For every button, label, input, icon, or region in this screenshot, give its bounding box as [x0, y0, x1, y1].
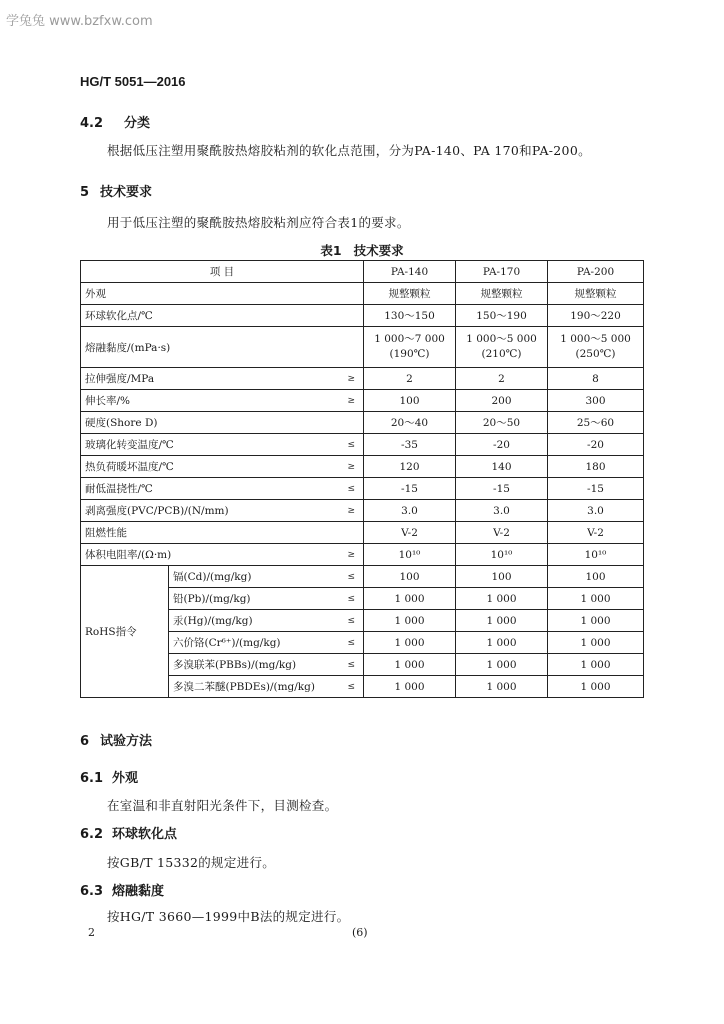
section-4-2-text: 根据低压注塑用聚酰胺热熔胶粘剂的软化点范围，分为PA-140、PA 170和PA-200。	[107, 143, 591, 158]
row-item: 汞(Hg)/(mg/kg) ≤	[169, 610, 364, 632]
section-number: 5	[80, 185, 90, 200]
section-5-heading	[80, 181, 152, 200]
section-6-3-text: 按HG/T 3660—1999中B法的规定进行。	[107, 909, 350, 924]
section-title: 外观	[112, 771, 139, 786]
row-item: 玻璃化转变温度/℃ ≤	[81, 434, 364, 456]
cell-pa200: 180	[548, 456, 644, 478]
cell-pa140: -35	[364, 434, 456, 456]
cell-pa200: 10¹⁰	[548, 544, 644, 566]
cell-pa140: 100	[364, 566, 456, 588]
cell-pa140: 1 000	[364, 610, 456, 632]
row-item: 多溴二苯醚(PBDEs)/(mg/kg) ≤	[169, 676, 364, 698]
cell-pa200: 1 000	[548, 676, 644, 698]
cell-pa200: 规整颗粒	[548, 283, 644, 305]
cell-pa200: 300	[548, 390, 644, 412]
cell-pa140: 120	[364, 456, 456, 478]
operator: ≤	[347, 593, 355, 604]
operator: ≤	[347, 439, 355, 450]
cell-pa170: 10¹⁰	[456, 544, 548, 566]
cell-pa170: 1 000～5 000 (210℃)	[456, 327, 548, 368]
row-item: 镉(Cd)/(mg/kg) ≤	[169, 566, 364, 588]
operator: ≤	[347, 681, 355, 692]
row-item: 熔融黏度/(mPa·s)	[81, 327, 364, 368]
cell-pa140: 100	[364, 390, 456, 412]
header-pa140: PA-140	[364, 261, 456, 283]
operator: ≤	[347, 483, 355, 494]
table-row	[81, 500, 644, 522]
cell-pa170: 140	[456, 456, 548, 478]
cell-pa170: 20～50	[456, 412, 548, 434]
cell-pa170: -20	[456, 434, 548, 456]
cell-pa170: 1 000	[456, 610, 548, 632]
table-row	[81, 478, 644, 500]
cell-pa140: 1 000～7 000 (190℃)	[364, 327, 456, 368]
header-pa170: PA-170	[456, 261, 548, 283]
technical-requirements-table	[80, 260, 644, 698]
operator: ≤	[347, 659, 355, 670]
section-title: 环球软化点	[112, 827, 178, 842]
cell-pa170: 200	[456, 390, 548, 412]
operator: ≤	[347, 637, 355, 648]
row-item: 体积电阻率/(Ω·m) ≥	[81, 544, 364, 566]
row-item: 环球软化点/℃	[81, 305, 364, 327]
cell-pa170: V-2	[456, 522, 548, 544]
operator: ≥	[347, 461, 355, 472]
section-6-2-text: 按GB/T 15332的规定进行。	[107, 855, 276, 870]
table-caption	[0, 241, 724, 259]
row-item: 耐低温挠性/℃ ≤	[81, 478, 364, 500]
cell-pa140: 1 000	[364, 632, 456, 654]
table-row	[81, 434, 644, 456]
section-6-3-heading	[80, 880, 164, 899]
cell-pa170: 150～190	[456, 305, 548, 327]
row-item: 伸长率/% ≥	[81, 390, 364, 412]
cell-pa140: 10¹⁰	[364, 544, 456, 566]
watermark: 学兔兔 www.bzfxw.com	[6, 14, 153, 29]
header-item: 项 目	[81, 261, 364, 283]
cell-pa200: 1 000	[548, 588, 644, 610]
cell-pa200: V-2	[548, 522, 644, 544]
section-number: 4.2	[80, 116, 104, 131]
cell-pa200: 190～220	[548, 305, 644, 327]
cell-pa140: 规整颗粒	[364, 283, 456, 305]
cell-pa170: 1 000	[456, 676, 548, 698]
cell-pa200: 1 000～5 000 (250℃)	[548, 327, 644, 368]
cell-pa170: 100	[456, 566, 548, 588]
section-title: 熔融黏度	[112, 884, 165, 899]
operator: ≥	[347, 505, 355, 516]
cell-pa200: -15	[548, 478, 644, 500]
cell-pa200: -20	[548, 434, 644, 456]
rohs-group-label: RoHS指令	[81, 566, 169, 698]
table-row	[81, 412, 644, 434]
operator: ≤	[347, 571, 355, 582]
table-caption-label: 表1	[320, 243, 342, 258]
table-row	[81, 327, 644, 368]
table-row	[81, 368, 644, 390]
cell-pa200: 100	[548, 566, 644, 588]
operator: ≥	[347, 395, 355, 406]
operator: ≥	[347, 549, 355, 560]
section-number: 6.1	[80, 771, 104, 786]
cell-pa140: -15	[364, 478, 456, 500]
cell-pa140: 2	[364, 368, 456, 390]
table-row	[81, 566, 644, 588]
row-item: 热负荷暖坏温度/℃ ≥	[81, 456, 364, 478]
row-item: 六价铬(Cr⁶⁺)/(mg/kg) ≤	[169, 632, 364, 654]
row-item: 外观	[81, 283, 364, 305]
operator: ≥	[347, 373, 355, 384]
section-6-heading	[80, 730, 152, 749]
row-item: 铅(Pb)/(mg/kg) ≤	[169, 588, 364, 610]
section-6-1-heading	[80, 767, 138, 786]
page-marker: (6)	[352, 926, 368, 939]
table-caption-title: 技术要求	[353, 243, 404, 258]
table-header-row	[81, 261, 644, 283]
section-4-2-heading	[80, 112, 150, 131]
section-number: 6.3	[80, 884, 104, 899]
row-item: 硬度(Shore D)	[81, 412, 364, 434]
section-number: 6.2	[80, 827, 104, 842]
row-item: 剥离强度(PVC/PCB)/(N/mm) ≥	[81, 500, 364, 522]
section-number: 6	[80, 734, 90, 749]
cell-pa140: 130～150	[364, 305, 456, 327]
table-row	[81, 283, 644, 305]
cell-pa170: 1 000	[456, 588, 548, 610]
page-number: 2	[88, 926, 95, 939]
cell-pa170: 3.0	[456, 500, 548, 522]
operator: ≤	[347, 615, 355, 626]
section-title: 试验方法	[100, 734, 153, 749]
cell-pa200: 1 000	[548, 654, 644, 676]
cell-pa170: -15	[456, 478, 548, 500]
cell-pa200: 8	[548, 368, 644, 390]
table-row	[81, 544, 644, 566]
cell-pa140: V-2	[364, 522, 456, 544]
section-5-text: 用于低压注塑的聚酰胺热熔胶粘剂应符合表1的要求。	[107, 215, 410, 230]
cell-pa170: 规整颗粒	[456, 283, 548, 305]
table-row	[81, 522, 644, 544]
cell-pa140: 1 000	[364, 654, 456, 676]
cell-pa140: 3.0	[364, 500, 456, 522]
cell-pa170: 1 000	[456, 654, 548, 676]
cell-pa170: 1 000	[456, 632, 548, 654]
table-row	[81, 456, 644, 478]
row-item: 阻燃性能	[81, 522, 364, 544]
table-row	[81, 305, 644, 327]
cell-pa140: 1 000	[364, 676, 456, 698]
section-6-1-text: 在室温和非直射阳光条件下，目测检查。	[107, 798, 338, 813]
section-title: 分类	[124, 116, 151, 131]
cell-pa170: 2	[456, 368, 548, 390]
row-item: 拉伸强度/MPa ≥	[81, 368, 364, 390]
section-title: 技术要求	[100, 185, 153, 200]
cell-pa140: 20～40	[364, 412, 456, 434]
table-row	[81, 390, 644, 412]
section-6-2-heading	[80, 823, 177, 842]
document-number: HG/T 5051—2016	[80, 74, 186, 89]
row-item: 多溴联苯(PBBs)/(mg/kg) ≤	[169, 654, 364, 676]
cell-pa200: 25～60	[548, 412, 644, 434]
header-pa200: PA-200	[548, 261, 644, 283]
cell-pa200: 1 000	[548, 610, 644, 632]
cell-pa200: 1 000	[548, 632, 644, 654]
cell-pa140: 1 000	[364, 588, 456, 610]
cell-pa200: 3.0	[548, 500, 644, 522]
